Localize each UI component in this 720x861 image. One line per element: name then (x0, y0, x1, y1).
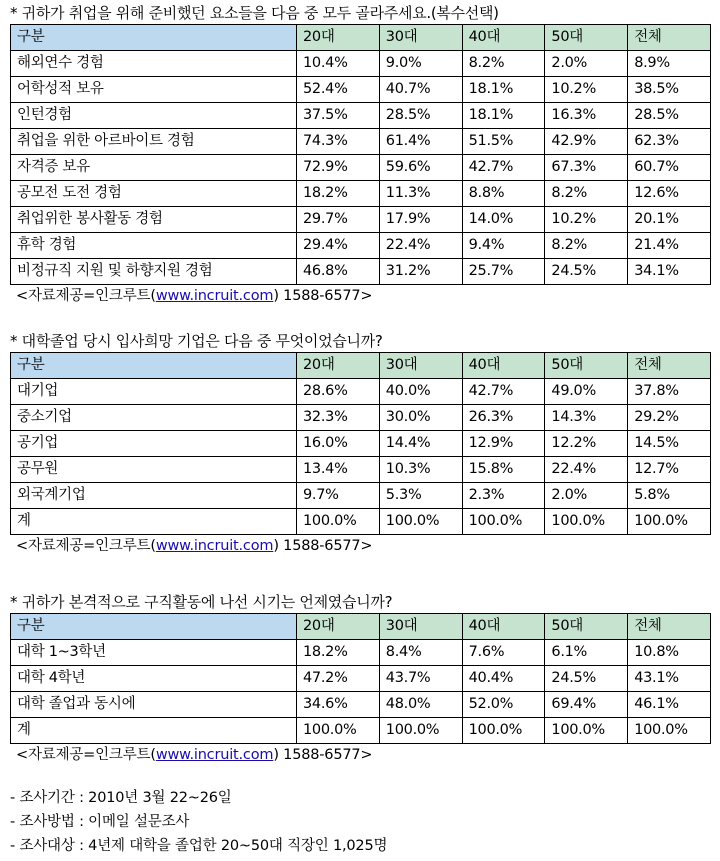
table-row (11, 640, 711, 666)
table-row (11, 207, 711, 233)
table-cell: 8.2% (462, 51, 545, 77)
section-job-search-timing (10, 591, 710, 766)
table-cell: 10.4% (297, 51, 380, 77)
column-header: 구분 (11, 353, 297, 379)
table-cell: 5.3% (379, 483, 462, 509)
source-suffix: ) 1588-6577> (273, 538, 373, 554)
source-suffix: ) 1588-6577> (273, 747, 373, 763)
column-header: 전체 (628, 614, 711, 640)
table-cell: 7.6% (462, 640, 545, 666)
column-header: 50대 (545, 614, 628, 640)
table-row (11, 509, 711, 535)
table-row (11, 77, 711, 103)
table-cell: 16.0% (297, 431, 380, 457)
table-cell: 42.9% (545, 129, 628, 155)
table-cell: 37.5% (297, 103, 380, 129)
table-row (11, 155, 711, 181)
table-cell: 5.8% (628, 483, 711, 509)
row-label: 대학 4학년 (11, 666, 297, 692)
source-note (10, 744, 710, 766)
source-suffix: ) 1588-6577> (273, 288, 373, 304)
table-cell: 42.7% (462, 379, 545, 405)
table-cell: 26.3% (462, 405, 545, 431)
table-row (11, 103, 711, 129)
column-header: 전체 (628, 353, 711, 379)
row-label: 대학 졸업과 동시에 (11, 692, 297, 718)
table-cell: 61.4% (379, 129, 462, 155)
table-cell: 20.1% (628, 207, 711, 233)
table-cell: 72.9% (297, 155, 380, 181)
table-cell: 18.1% (462, 103, 545, 129)
table-cell: 37.8% (628, 379, 711, 405)
table-cell: 8.8% (462, 181, 545, 207)
row-label: 계 (11, 509, 297, 535)
column-header: 20대 (297, 353, 380, 379)
table-row (11, 457, 711, 483)
data-table (10, 24, 711, 285)
column-header: 30대 (379, 25, 462, 51)
table-row (11, 431, 711, 457)
table-cell: 16.3% (545, 103, 628, 129)
table-cell: 60.7% (628, 155, 711, 181)
table-row (11, 379, 711, 405)
table-cell: 12.9% (462, 431, 545, 457)
section-preparation (10, 2, 710, 307)
table-row (11, 181, 711, 207)
column-header: 30대 (379, 353, 462, 379)
table-cell: 51.5% (462, 129, 545, 155)
table-cell: 6.1% (545, 640, 628, 666)
table-cell: 9.4% (462, 233, 545, 259)
table-cell: 29.2% (628, 405, 711, 431)
source-prefix: <자료제공=인크루트( (16, 288, 156, 304)
column-header: 40대 (462, 614, 545, 640)
table-cell: 43.7% (379, 666, 462, 692)
row-label: 취업을 위한 아르바이트 경험 (11, 129, 297, 155)
table-cell: 28.5% (379, 103, 462, 129)
table-cell: 28.6% (297, 379, 380, 405)
table-cell: 100.0% (379, 509, 462, 535)
table-cell: 24.5% (545, 666, 628, 692)
table-cell: 8.2% (545, 181, 628, 207)
question-heading: * 귀하가 본격적으로 구직활동에 나선 시기는 언제였습니까? (10, 593, 393, 611)
source-link[interactable]: www.incruit.com (155, 538, 274, 554)
table-cell: 12.7% (628, 457, 711, 483)
table-cell: 42.7% (462, 155, 545, 181)
row-label: 공무원 (11, 457, 297, 483)
table-cell: 2.3% (462, 483, 545, 509)
table-cell: 18.2% (297, 181, 380, 207)
column-header: 50대 (545, 353, 628, 379)
table-cell: 34.6% (297, 692, 380, 718)
row-label: 비정규직 지원 및 하향지원 경험 (11, 259, 297, 285)
table-row (11, 483, 711, 509)
table-cell: 9.0% (379, 51, 462, 77)
table-cell: 25.7% (462, 259, 545, 285)
table-row (11, 405, 711, 431)
source-note (10, 285, 710, 307)
table-cell: 74.3% (297, 129, 380, 155)
note-period: - 조사기간 : 2010년 3월 22~26일 (10, 790, 232, 806)
table-cell: 29.7% (297, 207, 380, 233)
table-cell: 14.5% (628, 431, 711, 457)
table-header-row (11, 25, 711, 51)
table-cell: 46.1% (628, 692, 711, 718)
data-table (10, 352, 711, 535)
table-cell: 10.2% (545, 77, 628, 103)
source-prefix: <자료제공=인크루트( (16, 538, 156, 554)
source-link[interactable]: www.incruit.com (155, 288, 274, 304)
table-cell: 38.5% (628, 77, 711, 103)
table-cell: 21.4% (628, 233, 711, 259)
table-cell: 12.2% (545, 431, 628, 457)
table-row (11, 51, 711, 77)
table-cell: 24.5% (545, 259, 628, 285)
column-header: 전체 (628, 25, 711, 51)
column-header: 50대 (545, 25, 628, 51)
table-cell: 48.0% (379, 692, 462, 718)
table-cell: 2.0% (545, 51, 628, 77)
column-header: 40대 (462, 25, 545, 51)
table-cell: 28.5% (628, 103, 711, 129)
table-cell: 9.7% (297, 483, 380, 509)
section-desired-company (10, 330, 710, 557)
table-cell: 100.0% (379, 718, 462, 744)
table-cell: 22.4% (545, 457, 628, 483)
survey-notes (10, 786, 387, 858)
table-cell: 100.0% (462, 509, 545, 535)
table-cell: 8.4% (379, 640, 462, 666)
row-label: 해외연수 경험 (11, 51, 297, 77)
table-cell: 32.3% (297, 405, 380, 431)
column-header: 20대 (297, 25, 380, 51)
table-row (11, 259, 711, 285)
column-header: 구분 (11, 25, 297, 51)
table-cell: 30.0% (379, 405, 462, 431)
table-cell: 40.7% (379, 77, 462, 103)
row-label: 계 (11, 718, 297, 744)
table-cell: 10.2% (545, 207, 628, 233)
table-cell: 2.0% (545, 483, 628, 509)
row-label: 공기업 (11, 431, 297, 457)
table-cell: 18.1% (462, 77, 545, 103)
table-cell: 12.6% (628, 181, 711, 207)
table-cell: 67.3% (545, 155, 628, 181)
row-label: 대학 1~3학년 (11, 640, 297, 666)
table-row (11, 129, 711, 155)
row-label: 휴학 경험 (11, 233, 297, 259)
source-prefix: <자료제공=인크루트( (16, 747, 156, 763)
table-cell: 14.0% (462, 207, 545, 233)
column-header: 구분 (11, 614, 297, 640)
row-label: 외국계기업 (11, 483, 297, 509)
table-row (11, 692, 711, 718)
table-cell: 62.3% (628, 129, 711, 155)
table-cell: 46.8% (297, 259, 380, 285)
row-label: 중소기업 (11, 405, 297, 431)
table-cell: 29.4% (297, 233, 380, 259)
table-row (11, 666, 711, 692)
table-cell: 69.4% (545, 692, 628, 718)
table-cell: 8.9% (628, 51, 711, 77)
table-cell: 13.4% (297, 457, 380, 483)
table-cell: 100.0% (462, 718, 545, 744)
table-cell: 17.9% (379, 207, 462, 233)
table-cell: 14.4% (379, 431, 462, 457)
note-target: - 조사대상 : 4년제 대학을 졸업한 20~50대 직장인 1,025명 (10, 838, 388, 854)
column-header: 40대 (462, 353, 545, 379)
table-cell: 100.0% (545, 718, 628, 744)
table-cell: 40.4% (462, 666, 545, 692)
table-cell: 52.0% (462, 692, 545, 718)
table-cell: 31.2% (379, 259, 462, 285)
table-cell: 22.4% (379, 233, 462, 259)
source-note (10, 535, 710, 557)
table-cell: 40.0% (379, 379, 462, 405)
row-label: 인턴경험 (11, 103, 297, 129)
table-cell: 100.0% (297, 509, 380, 535)
data-table (10, 613, 711, 744)
question-heading: * 대학졸업 당시 입사희망 기업은 다음 중 무엇이었습니까? (10, 332, 383, 350)
table-cell: 100.0% (297, 718, 380, 744)
row-label: 자격증 보유 (11, 155, 297, 181)
source-link[interactable]: www.incruit.com (155, 747, 274, 763)
table-cell: 52.4% (297, 77, 380, 103)
table-cell: 59.6% (379, 155, 462, 181)
note-method: - 조사방법 : 이메일 설문조사 (10, 814, 190, 830)
table-cell: 10.8% (628, 640, 711, 666)
table-row (11, 718, 711, 744)
table-cell: 100.0% (628, 718, 711, 744)
question-heading: * 귀하가 취업을 위해 준비했던 요소들을 다음 중 모두 골라주세요.(복수선택) (10, 4, 499, 22)
column-header: 30대 (379, 614, 462, 640)
row-label: 대기업 (11, 379, 297, 405)
table-cell: 100.0% (628, 509, 711, 535)
table-cell: 100.0% (545, 509, 628, 535)
table-cell: 18.2% (297, 640, 380, 666)
table-row (11, 233, 711, 259)
table-cell: 8.2% (545, 233, 628, 259)
row-label: 공모전 도전 경험 (11, 181, 297, 207)
table-cell: 11.3% (379, 181, 462, 207)
table-cell: 15.8% (462, 457, 545, 483)
row-label: 취업위한 봉사활동 경험 (11, 207, 297, 233)
table-header-row (11, 614, 711, 640)
table-cell: 47.2% (297, 666, 380, 692)
table-header-row (11, 353, 711, 379)
row-label: 어학성적 보유 (11, 77, 297, 103)
column-header: 20대 (297, 614, 380, 640)
table-cell: 43.1% (628, 666, 711, 692)
table-cell: 14.3% (545, 405, 628, 431)
table-cell: 34.1% (628, 259, 711, 285)
table-cell: 10.3% (379, 457, 462, 483)
table-cell: 49.0% (545, 379, 628, 405)
